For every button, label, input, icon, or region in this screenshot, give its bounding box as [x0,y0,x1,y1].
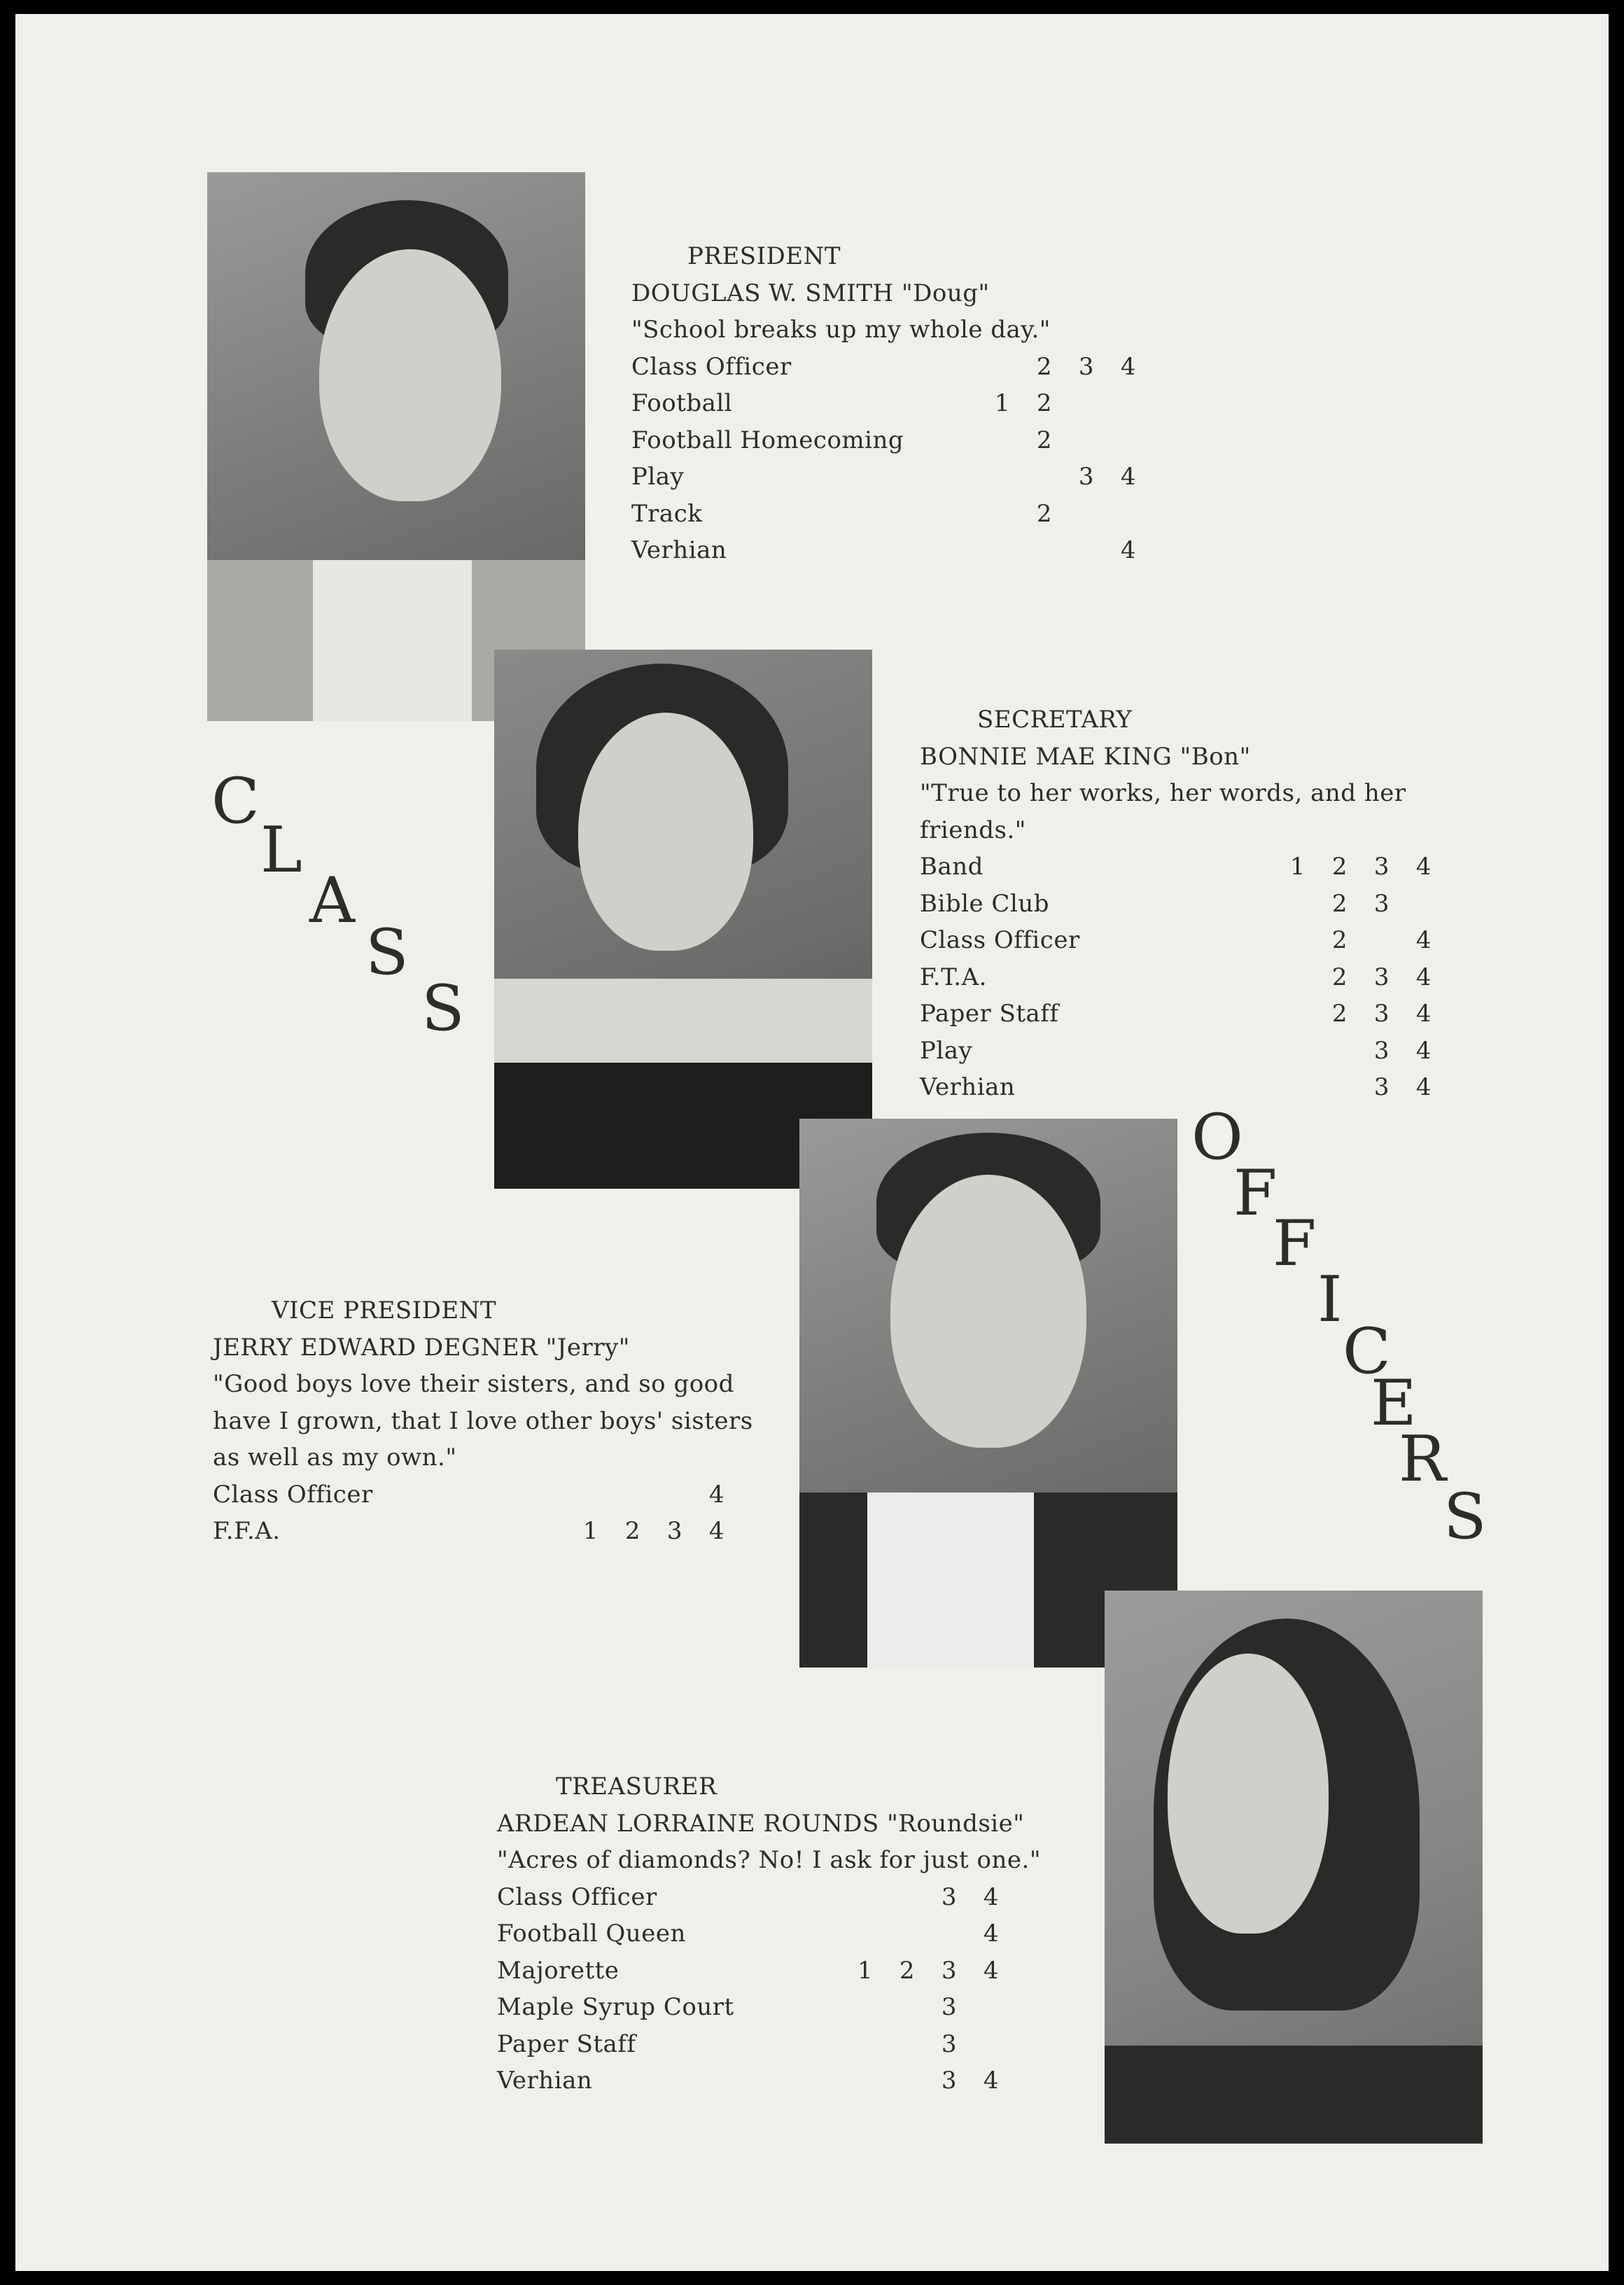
officer-quote: "Good boys love their sisters, and so good [213,1370,734,1398]
officer-role: TREASURER [556,1773,718,1801]
officer-name: DOUGLAS W. SMITH "Doug" [631,279,990,307]
treasurer-entry [497,1768,1071,2099]
secretary-entry [920,701,1466,1106]
officer-role: PRESIDENT [687,242,841,270]
officer-quote: "School breaks up my whole day." [631,316,1051,344]
officer-role: SECRETARY [977,706,1133,734]
officers-letter-7: R [1399,1423,1446,1496]
activity-row: Play 3 4 [631,463,1137,491]
activity-row: Track 2 [631,499,1053,528]
activity-row: Football 1 2 [631,389,1053,417]
officer-name: ARDEAN LORRAINE ROUNDS "Roundsie" [497,1809,1025,1838]
class-letter-4: S [365,916,409,989]
officer-role: VICE PRESIDENT [272,1297,497,1325]
officers-letter-4: I [1317,1263,1343,1336]
activity-row: Verhian 4 [631,536,1137,564]
activity-row: Class Officer 3 4 [497,1882,1000,1911]
officers-letter-6: E [1371,1367,1417,1440]
activity-row: F.T.A. 2 3 4 [920,963,1432,991]
officer-quote: as well as my own." [213,1444,457,1472]
activity-row: Play 3 4 [920,1036,1432,1065]
treasurer-photo [1105,1591,1483,2144]
activity-row: F.F.A. 1 2 3 4 [213,1517,725,1545]
president-photo [207,172,585,721]
activity-row: Paper Staff 2 3 4 [920,1000,1432,1028]
officers-letter-2: F [1233,1157,1278,1230]
officer-name: BONNIE MAE KING "Bon" [920,742,1251,771]
class-letter-5: S [421,972,465,1045]
officer-quote: friends." [920,816,1026,844]
officer-quote: have I grown, that I love other boys' sisters [213,1406,753,1435]
activity-row: Maple Syrup Court 3 [497,1993,958,2021]
activity-row: Verhian 3 4 [497,2067,1000,2095]
vice-president-entry [213,1292,773,1550]
secretary-photo [494,650,872,1189]
class-letter-3: A [309,864,355,937]
officers-letter-8: S [1443,1480,1487,1553]
activity-row: Football Homecoming 2 [631,426,1053,454]
activity-row: Paper Staff 3 [497,2029,958,2058]
officers-letter-1: O [1191,1100,1243,1174]
yearbook-page [15,14,1609,2271]
class-letter-2: L [260,813,302,887]
activity-row: Football Queen 4 [497,1920,1000,1948]
activity-row: Verhian 3 4 [920,1073,1432,1101]
officer-name: JERRY EDWARD DEGNER "Jerry" [213,1333,630,1362]
class-letter-1: C [211,764,260,838]
officer-quote: "True to her works, her words, and her [920,779,1406,807]
officer-quote: "Acres of diamonds? No! I ask for just one." [497,1846,1041,1874]
president-entry [631,238,1163,569]
activity-row: Class Officer 2 4 [920,926,1432,954]
activity-row: Band 1 2 3 4 [920,853,1432,881]
officers-letter-3: F [1273,1207,1317,1280]
activity-row: Bible Club 2 3 [920,889,1390,918]
activity-row: Majorette 1 2 3 4 [497,1956,1000,1985]
vice-president-photo [799,1119,1177,1668]
activity-row: Class Officer 4 [213,1480,725,1509]
activity-row: Class Officer 2 3 4 [631,352,1137,381]
officers-letter-5: C [1343,1315,1391,1388]
